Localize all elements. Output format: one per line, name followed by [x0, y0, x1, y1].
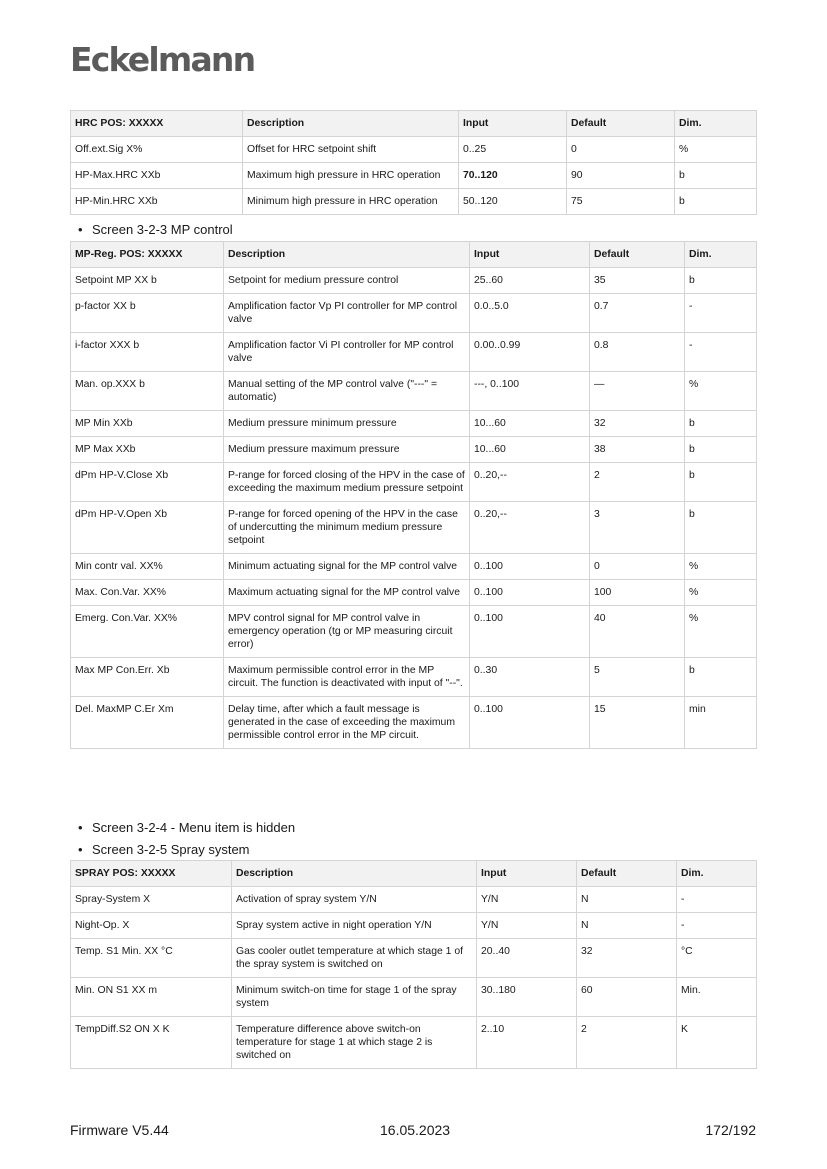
table-row: [71, 697, 757, 749]
mp-control-parameter-table: [70, 241, 757, 749]
parameter-cell: i-factor XXX b: [71, 333, 224, 372]
dim-cell: min: [685, 697, 757, 749]
table-row: [71, 137, 757, 163]
parameter-cell: Del. MaxMP C.Er Xm: [71, 697, 224, 749]
description-cell: Medium pressure maximum pressure: [224, 437, 470, 463]
input-cell: 30..180: [477, 978, 577, 1017]
table-row: [71, 294, 757, 333]
parameter-cell: dPm HP-V.Open Xb: [71, 502, 224, 554]
table-header-row: [71, 111, 757, 137]
default-cell: 0: [567, 137, 675, 163]
input-cell: Y/N: [477, 913, 577, 939]
default-cell: 40: [590, 606, 685, 658]
hrc-parameter-table: [70, 110, 757, 215]
default-cell: 60: [577, 978, 677, 1017]
input-cell: 20..40: [477, 939, 577, 978]
dim-cell: b: [685, 411, 757, 437]
default-cell: 3: [590, 502, 685, 554]
description-cell: Offset for HRC setpoint shift: [243, 137, 459, 163]
input-cell: 2..10: [477, 1017, 577, 1069]
default-cell: 0.8: [590, 333, 685, 372]
column-header-description: Description: [232, 861, 477, 887]
eckelmann-logo: Eckelmann: [70, 40, 255, 79]
parameter-cell: Max. Con.Var. XX%: [71, 580, 224, 606]
description-cell: Activation of spray system Y/N: [232, 887, 477, 913]
parameter-cell: Min. ON S1 XX m: [71, 978, 232, 1017]
description-cell: Amplification factor Vp PI controller for MP control valve: [224, 294, 470, 333]
description-cell: Gas cooler outlet temperature at which stage 1 of the spray system is switched on: [232, 939, 477, 978]
default-cell: N: [577, 887, 677, 913]
table-row: [71, 887, 757, 913]
default-cell: N: [577, 913, 677, 939]
column-header-input: Input: [459, 111, 567, 137]
table-row: [71, 437, 757, 463]
dim-cell: b: [675, 163, 757, 189]
section-heading-spray: • Screen 3-2-5 Spray system: [78, 842, 250, 857]
section-heading-hidden: • Screen 3-2-4 - Menu item is hidden: [78, 820, 296, 835]
input-cell: 0..100: [470, 554, 590, 580]
dim-cell: °C: [677, 939, 757, 978]
input-cell: 0.0..5.0: [470, 294, 590, 333]
input-cell: 0..100: [470, 697, 590, 749]
dim-cell: b: [675, 189, 757, 215]
parameter-cell: Man. op.XXX b: [71, 372, 224, 411]
default-cell: 0.7: [590, 294, 685, 333]
parameter-cell: MP Max XXb: [71, 437, 224, 463]
description-cell: Spray system active in night operation Y/N: [232, 913, 477, 939]
default-cell: 32: [590, 411, 685, 437]
input-cell: 0..30: [470, 658, 590, 697]
description-cell: Maximum high pressure in HRC operation: [243, 163, 459, 189]
table-row: [71, 978, 757, 1017]
description-cell: MPV control signal for MP control valve in emergency operation (tg or MP measuring circuit error): [224, 606, 470, 658]
table-row: [71, 333, 757, 372]
parameter-cell: TempDiff.S2 ON X K: [71, 1017, 232, 1069]
default-cell: 90: [567, 163, 675, 189]
default-cell: 38: [590, 437, 685, 463]
dim-cell: b: [685, 502, 757, 554]
section-heading-mp-control: • Screen 3-2-3 MP control: [78, 222, 233, 237]
default-cell: 100: [590, 580, 685, 606]
column-header-description: Description: [243, 111, 459, 137]
dim-cell: -: [685, 294, 757, 333]
table-header-row: [71, 242, 757, 268]
table-row: [71, 580, 757, 606]
table-row: [71, 939, 757, 978]
section-heading-text: Screen 3-2-4 - Menu item is hidden: [92, 820, 296, 835]
description-cell: Temperature difference above switch-on temperature for stage 1 at which stage 2 is switched on: [232, 1017, 477, 1069]
description-cell: P-range for forced opening of the HPV in the case of undercutting the minimum medium pressure setpoint: [224, 502, 470, 554]
parameter-cell: dPm HP-V.Close Xb: [71, 463, 224, 502]
column-header-parameter: HRC POS: XXXXX: [71, 111, 243, 137]
dim-cell: %: [685, 606, 757, 658]
input-cell: 70..120: [459, 163, 567, 189]
dim-cell: b: [685, 268, 757, 294]
description-cell: Maximum permissible control error in the MP circuit. The function is deactivated with input of "--".: [224, 658, 470, 697]
dim-cell: -: [685, 333, 757, 372]
column-header-input: Input: [477, 861, 577, 887]
table-row: [71, 913, 757, 939]
table-row: [71, 411, 757, 437]
table-row: [71, 658, 757, 697]
input-cell: 0..20,--: [470, 463, 590, 502]
input-cell: 25..60: [470, 268, 590, 294]
table-row: [71, 606, 757, 658]
parameter-cell: Min contr val. XX%: [71, 554, 224, 580]
parameter-cell: Emerg. Con.Var. XX%: [71, 606, 224, 658]
parameter-cell: Temp. S1 Min. XX °C: [71, 939, 232, 978]
column-header-default: Default: [577, 861, 677, 887]
column-header-description: Description: [224, 242, 470, 268]
input-cell: 10...60: [470, 437, 590, 463]
dim-cell: %: [685, 372, 757, 411]
section-heading-text: Screen 3-2-3 MP control: [92, 222, 233, 237]
input-cell: Y/N: [477, 887, 577, 913]
dim-cell: b: [685, 437, 757, 463]
parameter-cell: MP Min XXb: [71, 411, 224, 437]
table-row: [71, 189, 757, 215]
footer-page-number: 172/192: [705, 1122, 756, 1138]
input-cell: 10...60: [470, 411, 590, 437]
column-header-dim: Dim.: [685, 242, 757, 268]
dim-cell: Min.: [677, 978, 757, 1017]
description-cell: Minimum switch-on time for stage 1 of the spray system: [232, 978, 477, 1017]
parameter-cell: Night-Op. X: [71, 913, 232, 939]
default-cell: 35: [590, 268, 685, 294]
column-header-input: Input: [470, 242, 590, 268]
description-cell: P-range for forced closing of the HPV in the case of exceeding the maximum medium pressure setpoint: [224, 463, 470, 502]
description-cell: Delay time, after which a fault message is generated in the case of exceeding the maximum permissible control error in the MP circuit.: [224, 697, 470, 749]
default-cell: 0: [590, 554, 685, 580]
table-row: [71, 1017, 757, 1069]
dim-cell: K: [677, 1017, 757, 1069]
dim-cell: -: [677, 913, 757, 939]
section-heading-text: Screen 3-2-5 Spray system: [92, 842, 250, 857]
description-cell: Maximum actuating signal for the MP control valve: [224, 580, 470, 606]
parameter-cell: Max MP Con.Err. Xb: [71, 658, 224, 697]
input-cell: 0..25: [459, 137, 567, 163]
description-cell: Manual setting of the MP control valve ("---" = automatic): [224, 372, 470, 411]
column-header-parameter: SPRAY POS: XXXXX: [71, 861, 232, 887]
dim-cell: %: [685, 580, 757, 606]
input-cell: ---, 0..100: [470, 372, 590, 411]
input-cell: 0.00..0.99: [470, 333, 590, 372]
dim-cell: b: [685, 463, 757, 502]
column-header-default: Default: [567, 111, 675, 137]
dim-cell: b: [685, 658, 757, 697]
description-cell: Setpoint for medium pressure control: [224, 268, 470, 294]
default-cell: 75: [567, 189, 675, 215]
column-header-parameter: MP-Reg. POS: XXXXX: [71, 242, 224, 268]
default-cell: —: [590, 372, 685, 411]
spray-system-parameter-table: [70, 860, 757, 1069]
description-cell: Minimum actuating signal for the MP control valve: [224, 554, 470, 580]
table-row: [71, 502, 757, 554]
table-row: [71, 554, 757, 580]
input-cell: 0..100: [470, 580, 590, 606]
table-row: [71, 268, 757, 294]
table-row: [71, 463, 757, 502]
description-cell: Medium pressure minimum pressure: [224, 411, 470, 437]
parameter-cell: HP-Max.HRC XXb: [71, 163, 243, 189]
parameter-cell: p-factor XX b: [71, 294, 224, 333]
column-header-default: Default: [590, 242, 685, 268]
table-row: [71, 372, 757, 411]
default-cell: 5: [590, 658, 685, 697]
footer-firmware: Firmware V5.44: [70, 1122, 169, 1138]
default-cell: 15: [590, 697, 685, 749]
parameter-cell: HP-Min.HRC XXb: [71, 189, 243, 215]
description-cell: Amplification factor Vi PI controller for MP control valve: [224, 333, 470, 372]
column-header-dim: Dim.: [677, 861, 757, 887]
input-cell: 50..120: [459, 189, 567, 215]
dim-cell: %: [685, 554, 757, 580]
parameter-cell: Setpoint MP XX b: [71, 268, 224, 294]
description-cell: Minimum high pressure in HRC operation: [243, 189, 459, 215]
dim-cell: %: [675, 137, 757, 163]
table-row: [71, 163, 757, 189]
footer-date: 16.05.2023: [380, 1122, 451, 1138]
default-cell: 2: [590, 463, 685, 502]
default-cell: 2: [577, 1017, 677, 1069]
input-cell: 0..20,--: [470, 502, 590, 554]
parameter-cell: Off.ext.Sig X%: [71, 137, 243, 163]
default-cell: 32: [577, 939, 677, 978]
parameter-cell: Spray-System X: [71, 887, 232, 913]
dim-cell: -: [677, 887, 757, 913]
table-header-row: [71, 861, 757, 887]
input-cell: 0..100: [470, 606, 590, 658]
column-header-dim: Dim.: [675, 111, 757, 137]
